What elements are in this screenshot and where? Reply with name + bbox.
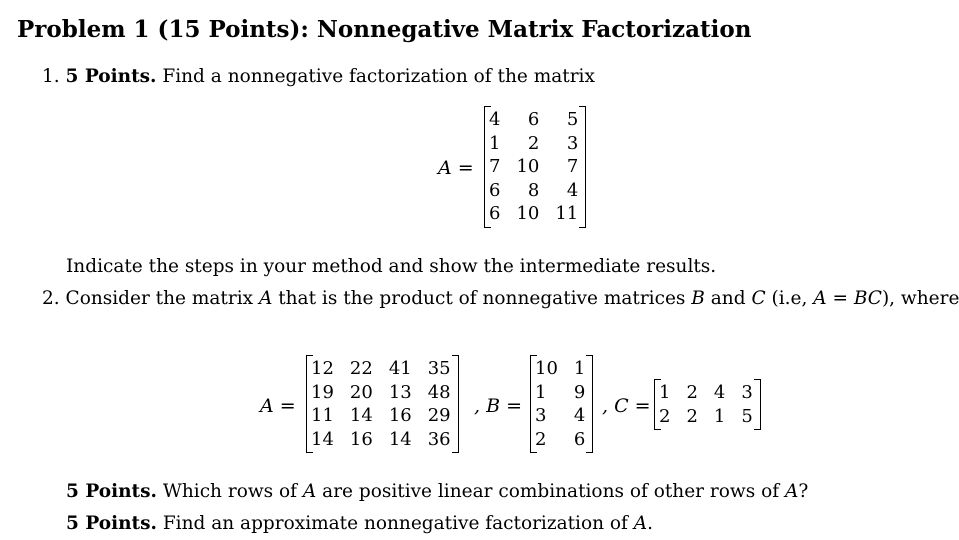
matrix-b-entry: 9 xyxy=(573,381,586,403)
item-2-text-c: and xyxy=(704,288,752,309)
item-1-text: Find a nonnegative factorization of the matrix xyxy=(162,66,595,87)
matrix-b-entry: 6 xyxy=(573,428,586,450)
matrix-a1-entry: 1 xyxy=(489,132,501,154)
matrix-a2-entry: 36 xyxy=(427,428,451,450)
question-2-text-a: Find an approximate nonnegative factorization of xyxy=(162,513,634,534)
item-2-var-a: A xyxy=(258,288,273,309)
matrix-c-left-bracket xyxy=(654,379,661,430)
matrix-a2-entry: 29 xyxy=(427,405,451,426)
question-1-var: A xyxy=(302,481,317,502)
matrix-a1-entry: 6 xyxy=(489,179,501,201)
matrix-c-label: , C = xyxy=(602,395,651,417)
matrix-a1-entry: 5 xyxy=(566,109,579,130)
matrix-c-right-bracket xyxy=(754,379,761,430)
matrix-a1-entry: 7 xyxy=(566,156,579,177)
matrix-a1 xyxy=(484,108,586,226)
matrix-a2-left-bracket xyxy=(306,355,313,453)
matrix-c-entry: 4 xyxy=(713,382,726,403)
matrix-a2-entry: 13 xyxy=(388,381,412,403)
matrix-c-entry: 1 xyxy=(713,405,726,427)
item-1-steps: Indicate the steps in your method and show the intermediate results. xyxy=(66,256,717,277)
matrix-a1-left-bracket xyxy=(484,106,491,228)
item-2-text-e: ), where xyxy=(881,288,959,309)
item-2-text-d: (i.e, xyxy=(765,288,814,309)
matrix-b xyxy=(530,357,593,451)
matrix-c-entry: 3 xyxy=(741,382,753,403)
question-1-text-c: ? xyxy=(798,481,809,502)
matrix-b-entry: 10 xyxy=(535,358,558,379)
matrix-a2-label: A = xyxy=(260,395,296,417)
question-1-line xyxy=(66,481,808,502)
item-2-line xyxy=(42,288,959,309)
matrix-b-entry: 4 xyxy=(573,405,586,426)
matrix-c-entry: 5 xyxy=(741,405,753,427)
matrix-a2-entry: 14 xyxy=(388,428,412,450)
matrix-a2-entry: 35 xyxy=(427,358,451,379)
matrix-a1-entry: 11 xyxy=(555,203,579,224)
item-2-var-b: B xyxy=(691,288,705,309)
matrix-a2-entry: 19 xyxy=(311,381,334,403)
matrix-b-left-bracket xyxy=(530,355,537,453)
matrix-b-entry: 1 xyxy=(535,381,547,403)
item-2-var-c: C xyxy=(751,288,766,309)
matrix-a2-entry: 16 xyxy=(388,405,412,426)
matrix-b-right-bracket xyxy=(586,355,593,453)
item-2-equation: A = BC xyxy=(813,288,882,309)
matrix-a2-entry: 16 xyxy=(349,428,373,450)
matrix-a1-right-bracket xyxy=(579,106,586,228)
matrix-a1-entry: 7 xyxy=(489,156,501,177)
matrix-a1-entry: 10 xyxy=(516,156,540,177)
matrix-b-label: , B = xyxy=(474,395,523,417)
matrix-a1-entry: 4 xyxy=(566,179,579,201)
matrix-c-entry: 2 xyxy=(686,382,698,403)
item-1-number: 1. xyxy=(42,66,60,87)
question-2-points: 5 Points. xyxy=(66,513,157,534)
matrix-a2-entry: 11 xyxy=(311,405,334,426)
matrix-c-entry: 1 xyxy=(659,382,671,403)
matrix-c xyxy=(654,381,761,428)
matrix-c-entry: 2 xyxy=(659,405,671,427)
matrix-a2-entry: 48 xyxy=(427,381,451,403)
question-2-line xyxy=(66,513,653,534)
question-2-text-b: . xyxy=(647,513,654,534)
matrix-a2-entry: 20 xyxy=(349,381,373,403)
question-1-points: 5 Points. xyxy=(66,481,157,502)
matrix-a1-entry: 2 xyxy=(527,132,540,154)
item-2-number: 2. xyxy=(42,288,60,309)
matrix-a1-entry: 10 xyxy=(516,203,540,224)
item-1-points: 5 Points. xyxy=(65,66,157,87)
matrix-a1-entry: 6 xyxy=(527,109,540,130)
item-2-text-b: that is the product of nonnegative matrices xyxy=(272,288,692,309)
question-1-var-2: A xyxy=(784,481,799,502)
matrix-a2-entry: 41 xyxy=(388,358,412,379)
matrix-a2-entry: 14 xyxy=(349,405,373,426)
item-1-line xyxy=(42,66,595,87)
matrix-a2-entry: 12 xyxy=(311,358,334,379)
problem-title: Problem 1 (15 Points): Nonnegative Matrix Factorization xyxy=(17,16,752,43)
matrix-a2-entry: 22 xyxy=(349,358,373,379)
matrix-a2 xyxy=(306,357,459,451)
question-1-text-a: Which rows of xyxy=(162,481,303,502)
matrix-b-entry: 3 xyxy=(535,405,547,426)
matrix-a2-entry: 14 xyxy=(311,428,334,450)
question-1-text-b: are positive linear combinations of other rows of xyxy=(316,481,785,502)
matrix-c-entry: 2 xyxy=(686,405,698,427)
item-2-text-a: Consider the matrix xyxy=(65,288,259,309)
question-2-var: A xyxy=(633,513,648,534)
matrix-a1-entry: 6 xyxy=(489,203,501,224)
matrix-b-entry: 2 xyxy=(535,428,547,450)
matrix-b-entry: 1 xyxy=(573,358,586,379)
matrix-a1-entry: 4 xyxy=(489,109,501,130)
matrix-a1-entry: 8 xyxy=(527,179,540,201)
matrix-a1-label: A = xyxy=(438,157,474,179)
matrix-a1-entry: 3 xyxy=(566,132,579,154)
matrix-a2-right-bracket xyxy=(452,355,459,453)
